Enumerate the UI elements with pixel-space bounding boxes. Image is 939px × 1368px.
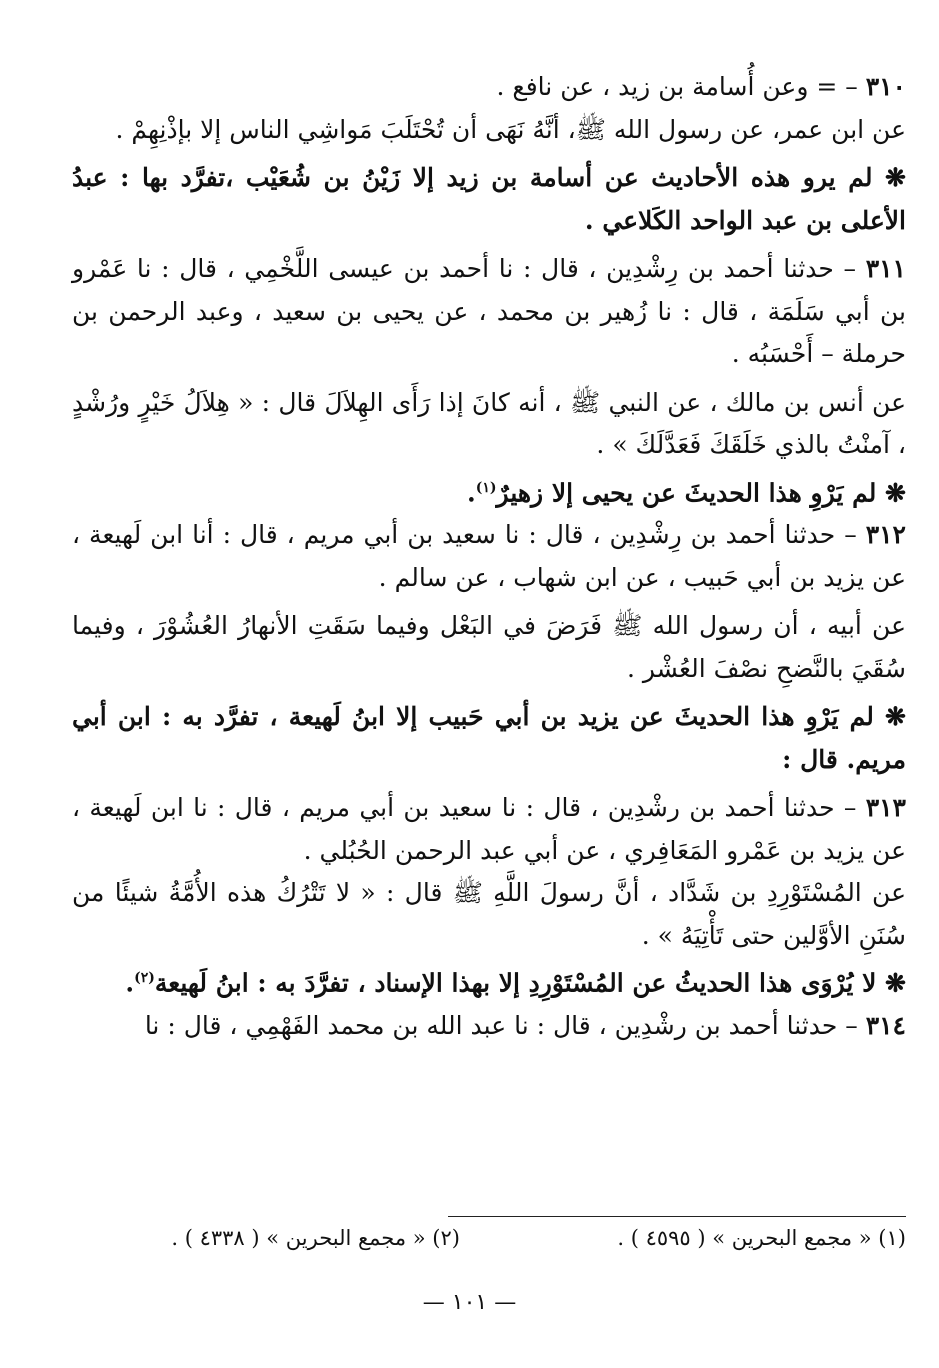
paragraph-text: ❋ لم يَرْوِ هذا الحديثَ عن يحيى إلا زهيرٌ: [496, 477, 906, 507]
paragraph-text: عن أبيه ، أن رسول الله ﷺ فَرَضَ في البَعْل وفيما سَقَتِ الأنهارُ العُشُوْرَ ، وفيما سُقَيَ بالنَّضحِ نصْفَ العُشْر .: [72, 611, 906, 683]
hadith-311-note: [72, 467, 906, 515]
paragraph-text: – حدثنا أحمد بن رِشْدِين ، قال : نا أحمد بن عيسى اللَّخْمِي ، قال : نا عَمْرو بن أبي سَلَمَة ، قال : نا زُهير بن محمد ، عن يحيى بن سعيد ، وعبد الرحمن بن حرملة – أَحْسَبُه .: [72, 254, 906, 368]
paragraph-text: ❋ لم يَرْوِ هذا الحديثَ عن يزيد بن أبي حَبيب إلا ابنُ لَهيعة ، تفرَّد به : ابن أبي مريم. قال :: [72, 702, 906, 774]
hadith-313-header: [72, 787, 906, 872]
hadith-311-header: [72, 248, 906, 376]
hadith-number: ٣١٢: [865, 520, 906, 550]
paragraph-text: ❋ لا يُرْوَى هذا الحديثُ عن المُسْتَوْرِدِ إلا بهذا الإسناد ، تفرَّدَ به : ابنُ لَهيعة: [154, 968, 906, 998]
page-body: [72, 66, 906, 1048]
paragraph-text: عن ابن عمر، عن رسول الله ﷺ، أنَّهُ نَهَى أن تُحْتَلَبَ مَواشِي الناس إلا بإذْنِهِمْ .: [115, 114, 906, 144]
hadith-312-text: [72, 605, 906, 690]
hadith-310-header: [72, 66, 906, 109]
paragraph-text: – حدثنا أحمد بن رشْدِين ، قال : نا عبد الله بن محمد الفَهْمِي ، قال : نا: [144, 1011, 858, 1041]
paragraph-tail: .: [467, 477, 476, 507]
hadith-313-text: [72, 872, 906, 957]
page-number: — ١٠١ —: [422, 1290, 517, 1315]
hadith-number: ٣١١: [865, 254, 906, 283]
footnote-1: (١) « مجمع البحرين » ( ٤٥٩٥ ) .: [617, 1226, 906, 1250]
hadith-311-text: [72, 382, 906, 467]
paragraph-text: – حدثنا أحمد بن رشْدِين ، قال : نا سعيد بن أبي مريم ، قال : نا ابن لَهيعة ، عن يزيد بن عَمْرو المَعَافِري ، عن أبي عبد الرحمن الحُبُلي .: [72, 793, 906, 865]
paragraph-text: عن أنس بن مالك ، عن النبي ﷺ ، أنه كانَ إذا رَأَى الهِلاَلَ قال : « هِلاَلُ خَيْرٍ ورُشْدٍ ، آمنْتُ بالذي خَلَقَكَ فَعَدَّلَكَ » .: [72, 387, 906, 459]
paragraph-tail: .: [125, 968, 135, 998]
hadith-310-note: [72, 157, 906, 242]
hadith-310-text: [72, 109, 906, 152]
hadith-number: ٣١٣: [865, 793, 906, 823]
paragraph-text: عن المُسْتَوْرِدِ بن شَدَّاد ، أنَّ رسولَ اللَّهِ ﷺ قال : « لا تَتْرُكُ هذه الأُمَّةُ شيئًا من سُنَنِ الأوَّلين حتى تَأْتِيَهُ » .: [72, 878, 906, 950]
hadith-313-note: [72, 957, 906, 1005]
footnote-ref: (٢): [134, 970, 155, 987]
hadith-314-header: [72, 1005, 906, 1048]
footnote-divider: [448, 1216, 906, 1217]
hadith-312-header: [72, 514, 906, 599]
hadith-number: ٣١٠: [865, 72, 906, 101]
footnote-2: (٢) « مجمع البحرين » ( ٤٣٣٨ ) .: [171, 1226, 460, 1250]
hadith-number: ٣١٤: [865, 1011, 906, 1041]
paragraph-text: – = وعن أُسامة بن زيد ، عن نافع .: [496, 72, 858, 101]
paragraph-text: ❋ لم يرو هذه الأحاديث عن أسامة بن زيد إلا زَيْنُ بن شُعَيْب ،تفرَّد بها : عبدُ الأعلى بن عبد الواحد الكَلاعي .: [72, 163, 906, 235]
footnote-ref: (١): [475, 479, 497, 496]
paragraph-text: – حدثنا أحمد بن رِشْدِين ، قال : نا سعيد بن أبي مريم ، قال : أنا ابن لَهيعة ، عن يزيد بن أبي حَبيب ، عن ابن شهاب ، عن سالم .: [72, 520, 906, 592]
hadith-312-note: [72, 696, 906, 781]
footnotes: [112, 1226, 906, 1266]
